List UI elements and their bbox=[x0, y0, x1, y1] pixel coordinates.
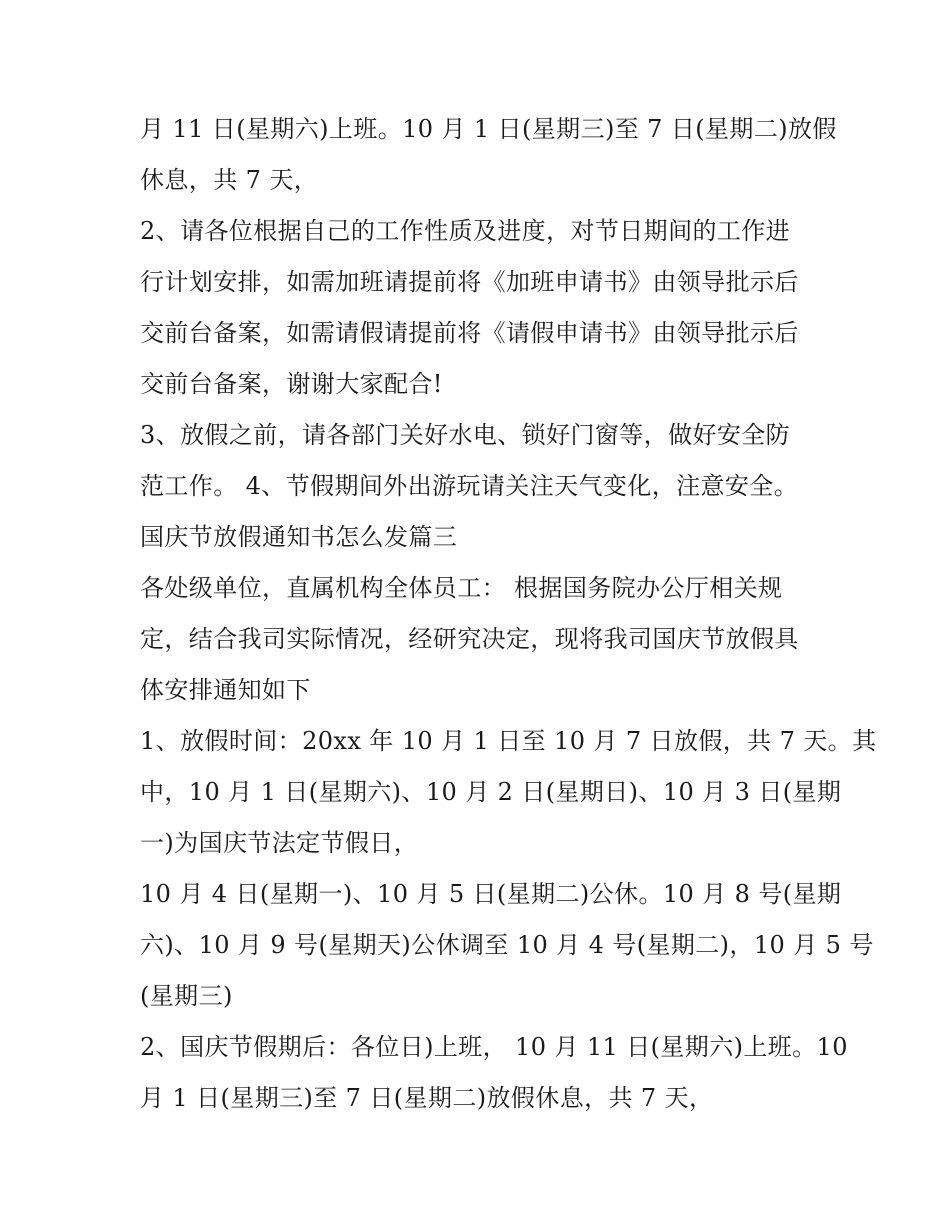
section-heading: 国庆节放假通知书怎么发篇三 bbox=[140, 523, 458, 551]
text-line: 月 1 日(星期三)至 7 日(星期二)放假休息，共 7 天， bbox=[140, 1084, 714, 1112]
text-line: (星期三) bbox=[140, 982, 233, 1010]
text-line: 各处级单位，直属机构全体员工： 根据国务院办公厅相关规 bbox=[140, 574, 783, 602]
text-line: 3、放假之前，请各部门关好水电、锁好门窗等，做好安全防 bbox=[140, 421, 791, 449]
text-line: 月 11 日(星期六)上班。10 月 1 日(星期三)至 7 日(星期二)放假 bbox=[140, 115, 837, 143]
text-line: 交前台备案，如需请假请提前将《请假申请书》由领导批示后 bbox=[140, 319, 799, 347]
text-line: 1、放假时间：20xx 年 10 月 1 日至 10 月 7 日放假，共 7 天。其 bbox=[140, 727, 877, 755]
text-line: 行计划安排，如需加班请提前将《加班申请书》由领导批示后 bbox=[140, 268, 799, 296]
text-line: 一)为国庆节法定节假日， bbox=[140, 829, 419, 857]
text-line: 2、国庆节假期后：各位日)上班， 10 月 11 日(星期六)上班。10 bbox=[140, 1033, 848, 1061]
text-line: 定，结合我司实际情况，经研究决定，现将我司国庆节放假具 bbox=[140, 625, 799, 653]
text-line: 休息，共 7 天， bbox=[140, 166, 319, 194]
text-line: 体安排通知如下 bbox=[140, 676, 311, 704]
text-line: 中，10 月 1 日(星期六)、10 月 2 日(星期日)、10 月 3 日(星期 bbox=[140, 778, 842, 806]
text-line: 范工作。 4、节假期间外出游玩请关注天气变化，注意安全。 bbox=[140, 472, 799, 500]
text-line: 交前台备案，谢谢大家配合! bbox=[140, 370, 443, 398]
text-line: 10 月 4 日(星期一)、10 月 5 日(星期二)公休。10 月 8 号(星期 bbox=[140, 880, 842, 908]
text-line: 2、请各位根据自己的工作性质及进度，对节日期间的工作进 bbox=[140, 217, 791, 245]
document-body bbox=[140, 104, 877, 1124]
text-line: 六)、10 月 9 号(星期天)公休调至 10 月 4 号(星期二)，10 月 5 号 bbox=[140, 931, 874, 959]
